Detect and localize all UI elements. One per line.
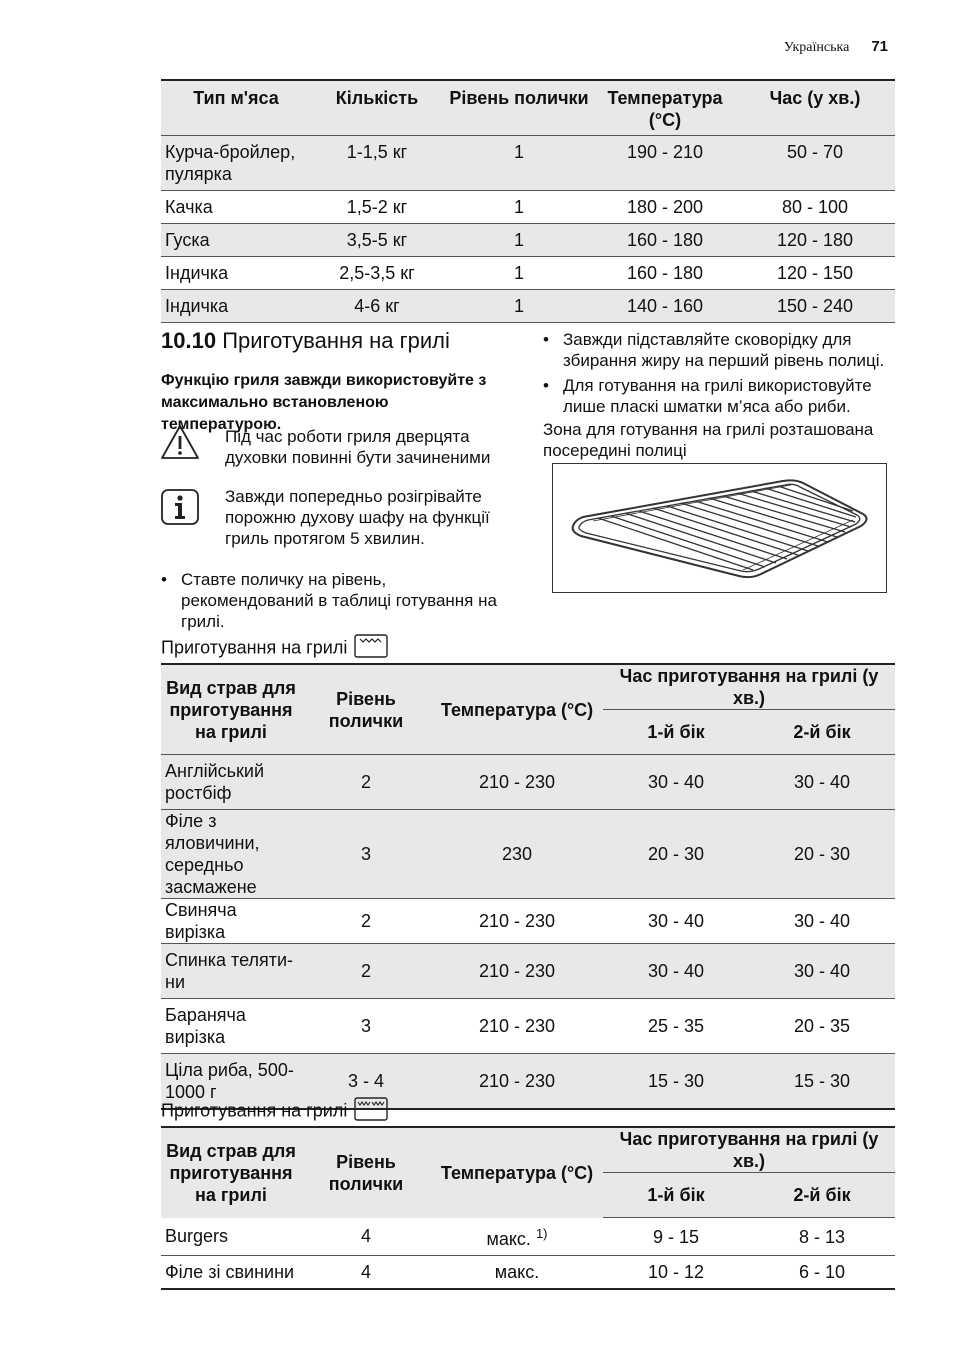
table-cell: 30 - 40 [603, 899, 749, 944]
table-row [161, 899, 895, 944]
warning-text: Під час роботи гриля дверцята духовки повинні бути зачиненими [225, 427, 491, 467]
table-cell: 3 - 4 [301, 1054, 431, 1109]
table-row [161, 810, 895, 899]
table-cell: 1 [443, 191, 595, 224]
section-intro: Функцію гриля завжди використовуйте з максимально встановленою температурою. [161, 372, 487, 433]
table-cell: 3,5-5 кг [311, 224, 443, 257]
table-cell: макс. $^{1)}$ [431, 1218, 603, 1256]
col-side-2: 2-й бік [749, 710, 895, 755]
table-cell: 230 [431, 810, 603, 899]
table-cell: 50 - 70 [735, 136, 895, 191]
col-temperature: Температура (°C) [595, 80, 735, 136]
table-cell: 4 [301, 1256, 431, 1289]
table-cell: 4 [301, 1218, 431, 1256]
bullet-text: Завжди підставляйте сковорідку для збирання жиру на перший рівень полиці. [563, 330, 885, 370]
table-cell: 9 - 15 [603, 1218, 749, 1256]
bullet-text: Для готування на грилі використовуйте лише пласкі шматки м’яса або риби. [563, 376, 872, 416]
bullet-item: • Завжди підставляйте сковорідку для збирання жиру на перший рівень полиці. [543, 329, 903, 373]
col-side-2: 2-й бік [749, 1173, 895, 1218]
table-cell: 2,5-3,5 кг [311, 257, 443, 290]
col-level: Рівень полички [301, 1127, 431, 1218]
col-level: Рівень полички [301, 664, 431, 755]
table-cell: 1,5-2 кг [311, 191, 443, 224]
table-cell: 190 - 210 [595, 136, 735, 191]
grill-icon [354, 634, 388, 663]
table-cell: 210 - 230 [431, 999, 603, 1054]
table-row [161, 1218, 895, 1256]
table-header-row [161, 664, 895, 710]
table-cell: Свиняча вирізка [161, 899, 301, 944]
page-number: 71 [871, 38, 888, 55]
table-cell: 1 [443, 257, 595, 290]
table-cell: 3 [301, 810, 431, 899]
table-cell: 150 - 240 [735, 290, 895, 323]
col-meat-type: Тип м'яса [161, 80, 311, 136]
table-header-row [161, 1127, 895, 1173]
table-row [161, 224, 895, 257]
table-cell: 210 - 230 [431, 899, 603, 944]
header-language: Українська [783, 40, 850, 55]
table-row [161, 191, 895, 224]
table-cell: 30 - 40 [749, 755, 895, 810]
table-cell: 140 - 160 [595, 290, 735, 323]
col-time: Час (у хв.) [735, 80, 895, 136]
table-cell: Ціла риба, 500-1000 г [161, 1054, 301, 1109]
table-row [161, 755, 895, 810]
col-dish: Вид страв для приготування на грилі [161, 664, 301, 755]
info-text: Завжди попередньо розігрівайте порожню духову шафу на функції гриль протягом 5 хвилин. [225, 487, 490, 548]
col-time: Час приготування на грилі (у хв.) [603, 1127, 895, 1173]
table-cell: 120 - 150 [735, 257, 895, 290]
table-cell: 210 - 230 [431, 755, 603, 810]
table-cell: Баранячa вирізка [161, 999, 301, 1054]
table-cell: Філе з яловичини, середньо засмажене [161, 810, 301, 899]
fast-grill-icon [354, 1097, 388, 1126]
table-row [161, 290, 895, 323]
info-icon [160, 488, 200, 531]
table-cell: 1 [443, 224, 595, 257]
table-cell: 210 - 230 [431, 1054, 603, 1109]
grill-zone-text: Зона для готування на грилі розташована посередині полиці [543, 420, 874, 460]
table-cell: Качка [161, 191, 311, 224]
table-cell: Філе зі свинини [161, 1256, 301, 1289]
table-cell: Burgers [161, 1218, 301, 1256]
table-cell: 1 [443, 136, 595, 191]
table-cell: 120 - 180 [735, 224, 895, 257]
table-cell: 15 - 30 [749, 1054, 895, 1109]
table-cell: 1 [443, 290, 595, 323]
section-number: 10.10 [161, 328, 217, 353]
col-side-1: 1-й бік [603, 1173, 749, 1218]
table-cell: 2 [301, 755, 431, 810]
table-cell: 30 - 40 [749, 899, 895, 944]
table-cell: 20 - 30 [749, 810, 895, 899]
table-row [161, 1256, 895, 1289]
grill-table-1 [161, 663, 895, 1110]
col-side-1: 1-й бік [603, 710, 749, 755]
table-cell: 1-1,5 кг [311, 136, 443, 191]
table-cell: макс. [431, 1256, 603, 1289]
table-cell: 30 - 40 [603, 944, 749, 999]
col-shelf-level: Рівень полички [443, 80, 595, 136]
table-cell: 8 - 13 [749, 1218, 895, 1256]
table-cell: 2 [301, 899, 431, 944]
table-cell: 30 - 40 [603, 755, 749, 810]
table-cell: Спинка теляти-ни [161, 944, 301, 999]
bullet-item: • Для готування на грилі використовуйте лише пласкі шматки м’яса або риби. [543, 375, 903, 419]
col-temp: Температура (°C) [431, 1127, 603, 1218]
table-cell: Гуска [161, 224, 311, 257]
table-cell: 15 - 30 [603, 1054, 749, 1109]
table-cell: 160 - 180 [595, 224, 735, 257]
meat-roasting-table [161, 79, 895, 323]
section-heading [161, 328, 450, 354]
table-cell: Курча-бройлер, пулярка [161, 136, 311, 191]
col-quantity: Кількість [311, 80, 443, 136]
col-time: Час приготування на грилі (у хв.) [603, 664, 895, 710]
table-cell: 20 - 35 [749, 999, 895, 1054]
table-cell: 80 - 100 [735, 191, 895, 224]
grill-table-1-title: Приготування на грилі [161, 634, 388, 663]
bullet-item: • Ставте поличку на рівень, рекомендований в таблиці готування на грилі. [161, 569, 511, 613]
grill-table-2-title: Приготування на грилі [161, 1097, 388, 1126]
table-cell: 160 - 180 [595, 257, 735, 290]
table-header-row [161, 80, 895, 136]
table-row [161, 944, 895, 999]
table-cell: 210 - 230 [431, 944, 603, 999]
table-cell: Індичка [161, 290, 311, 323]
table-row [161, 136, 895, 191]
table-cell: 2 [301, 944, 431, 999]
footnote-mark: 1) [535, 1225, 548, 1241]
table-row [161, 257, 895, 290]
page-header [784, 38, 888, 56]
bullet-text: Ставте поличку на рівень, рекомендований в таблиці готування на грилі. [181, 570, 497, 631]
table-cell: 180 - 200 [595, 191, 735, 224]
table-cell: Індичка [161, 257, 311, 290]
col-dish: Вид страв для приготування на грилі [161, 1127, 301, 1218]
table-cell: 30 - 40 [749, 944, 895, 999]
table-cell: Англійський ростбіф [161, 755, 301, 810]
grill-table-2 [161, 1126, 895, 1290]
grill-rack-illustration [552, 463, 887, 593]
table-cell: 6 - 10 [749, 1256, 895, 1289]
warning-icon [160, 424, 200, 465]
table-cell: 20 - 30 [603, 810, 749, 899]
section-title: Приготування на грилі [222, 328, 450, 353]
table-row [161, 999, 895, 1054]
col-temp: Температура (°C) [431, 664, 603, 755]
table-cell: 3 [301, 999, 431, 1054]
table-cell: 10 - 12 [603, 1256, 749, 1289]
table-cell: 25 - 35 [603, 999, 749, 1054]
table-cell: 4-6 кг [311, 290, 443, 323]
